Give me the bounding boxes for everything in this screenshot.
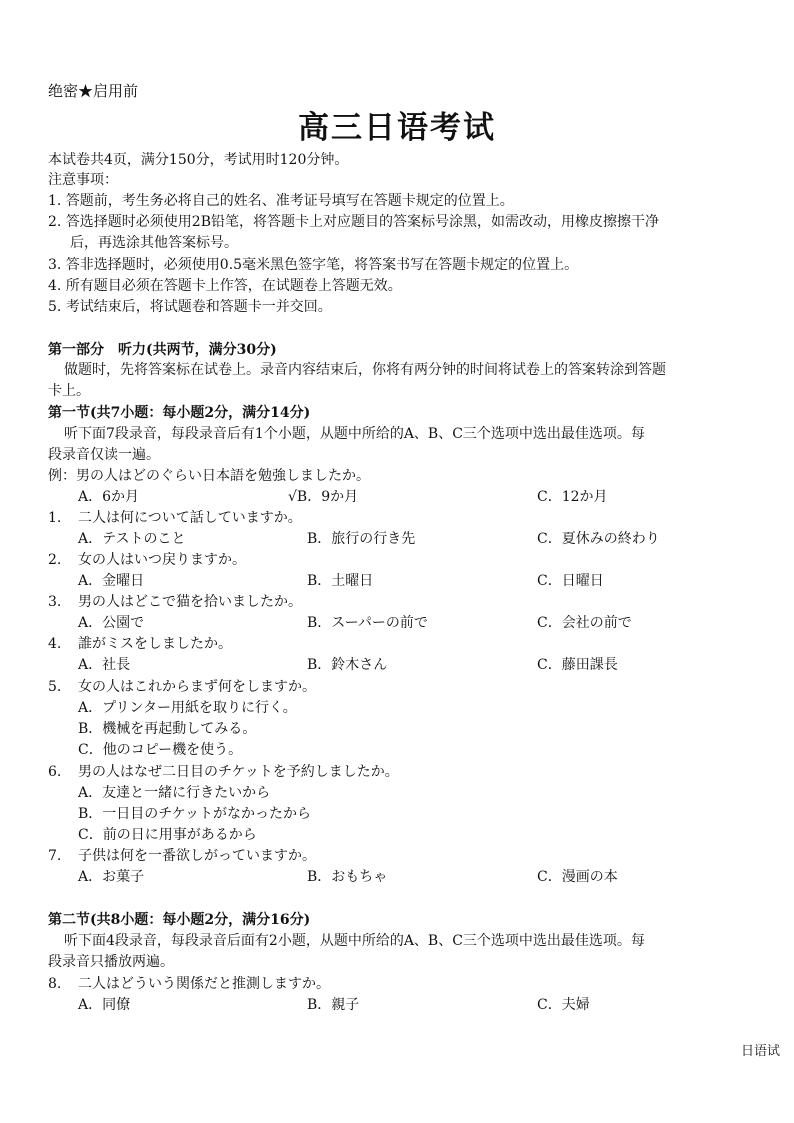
question-number: 4. bbox=[48, 636, 62, 652]
option-a: A．お菓子 bbox=[78, 869, 145, 885]
option-c: C．日曜日 bbox=[537, 573, 604, 589]
example-option-a: A．6か月 bbox=[78, 489, 140, 505]
section1-instruction: 段录音仅读一遍。 bbox=[48, 447, 160, 463]
question-number: 1. bbox=[48, 510, 62, 526]
question-text: 二人はどういう関係だと推測しますか。 bbox=[78, 976, 330, 992]
option-b: B．旅行の行き先 bbox=[307, 531, 416, 547]
question-number: 8. bbox=[48, 976, 62, 992]
option-b: B．土曜日 bbox=[307, 573, 374, 589]
option-b: B．一日目のチケットがなかったから bbox=[78, 806, 312, 822]
notice-item: 5. 考试结束后，将试题卷和答题卡一并交回。 bbox=[48, 299, 332, 315]
option-a: A．同僚 bbox=[78, 997, 131, 1013]
section2-heading: 第二节(共8小题：每小题2分，满分16分) bbox=[48, 912, 311, 928]
question-number: 5. bbox=[48, 679, 62, 695]
option-a: A．プリンター用紙を取りに行く。 bbox=[78, 700, 297, 716]
question-text: 誰がミスをしましたか。 bbox=[78, 636, 232, 652]
option-a: A．友達と一緒に行きたいから bbox=[78, 785, 271, 801]
option-a: A．社長 bbox=[78, 657, 131, 673]
question-text: 女の人はこれからまず何をしますか。 bbox=[78, 679, 316, 695]
section2-instruction: 段录音只播放两遍。 bbox=[48, 954, 174, 970]
option-c: C．会社の前で bbox=[537, 615, 632, 631]
example-question: 例：男の人はどのぐらい日本語を勉強しましたか。 bbox=[48, 468, 370, 484]
option-b: B．おもちゃ bbox=[307, 869, 388, 885]
part1-heading: 第一部分 听力(共两节，满分30分) bbox=[48, 342, 277, 358]
notice-item: 2. 答选择题时必须使用2B铅笔，将答题卡上对应题目的答案标号涂黑，如需改动，用橡皮擦擦干净 bbox=[48, 214, 660, 230]
question-number: 2. bbox=[48, 552, 62, 568]
question-text: 二人は何について話していますか。 bbox=[78, 510, 302, 526]
notice-item: 1. 答题前，考生务必将自己的姓名、准考证号填写在答题卡规定的位置上。 bbox=[48, 193, 514, 209]
option-c: C．夫婦 bbox=[537, 997, 590, 1013]
option-a: A．テストのこと bbox=[78, 531, 186, 547]
notice-item: 3. 答非选择题时，必须使用0.5毫米黑色签字笔，将答案书写在答题卡规定的位置上。 bbox=[48, 257, 579, 273]
exam-summary: 本试卷共4页，满分150分，考试用时120分钟。 bbox=[48, 152, 349, 168]
confidential-mark: 绝密★启用前 bbox=[48, 82, 139, 100]
option-b: B．スーパーの前で bbox=[307, 615, 428, 631]
question-text: 男の人はなぜ二日目のチケットを予約しましたか。 bbox=[78, 764, 399, 780]
option-b: B．鈴木さん bbox=[307, 657, 388, 673]
question-number: 7. bbox=[48, 848, 62, 864]
section1-instruction: 听下面7段录音，每段录音后有1个小题，从题中所给的A、B、C三个选项中选出最佳选项。每 bbox=[64, 426, 645, 442]
example-option-b-marked: √B．9か月 bbox=[288, 489, 359, 505]
question-text: 子供は何を一番欲しがっていますか。 bbox=[78, 848, 316, 864]
option-c: C．夏休みの終わり bbox=[537, 531, 660, 547]
option-c: C．藤田課長 bbox=[537, 657, 618, 673]
question-number: 6. bbox=[48, 764, 62, 780]
section1-heading: 第一节(共7小题：每小题2分，满分14分) bbox=[48, 405, 311, 421]
option-b: B．親子 bbox=[307, 997, 360, 1013]
question-number: 3. bbox=[48, 594, 62, 610]
part1-instruction: 做题时，先将答案标在试卷上。录音内容结束后，你将有两分钟的时间将试卷上的答案转涂到答题 bbox=[64, 362, 666, 378]
option-a: A．金曜日 bbox=[78, 573, 145, 589]
section2-instruction: 听下面4段录音，每段录音后面有2小题，从题中所给的A、B、C三个选项中选出最佳选项。每 bbox=[64, 933, 645, 949]
question-text: 男の人はどこで猫を拾いましたか。 bbox=[78, 594, 302, 610]
option-c: C．他のコピー機を使う。 bbox=[78, 742, 243, 758]
notice-heading: 注意事项： bbox=[48, 172, 118, 188]
option-a: A．公園で bbox=[78, 615, 145, 631]
example-option-c: C．12か月 bbox=[537, 489, 608, 505]
option-c: C．漫画の本 bbox=[537, 869, 618, 885]
question-text: 女の人はいつ戻りますか。 bbox=[78, 552, 246, 568]
page-footer: 日语试 bbox=[740, 1044, 780, 1059]
notice-item-continued: 后，再选涂其他答案标号。 bbox=[70, 235, 238, 251]
notice-item: 4. 所有题目必须在答题卡上作答，在试题卷上答题无效。 bbox=[48, 278, 402, 294]
exam-title: 高三日语考试 bbox=[298, 110, 496, 146]
part1-instruction: 卡上。 bbox=[48, 383, 90, 399]
option-b: B．機械を再起動してみる。 bbox=[78, 721, 257, 737]
option-c: C．前の日に用事があるから bbox=[78, 827, 257, 843]
